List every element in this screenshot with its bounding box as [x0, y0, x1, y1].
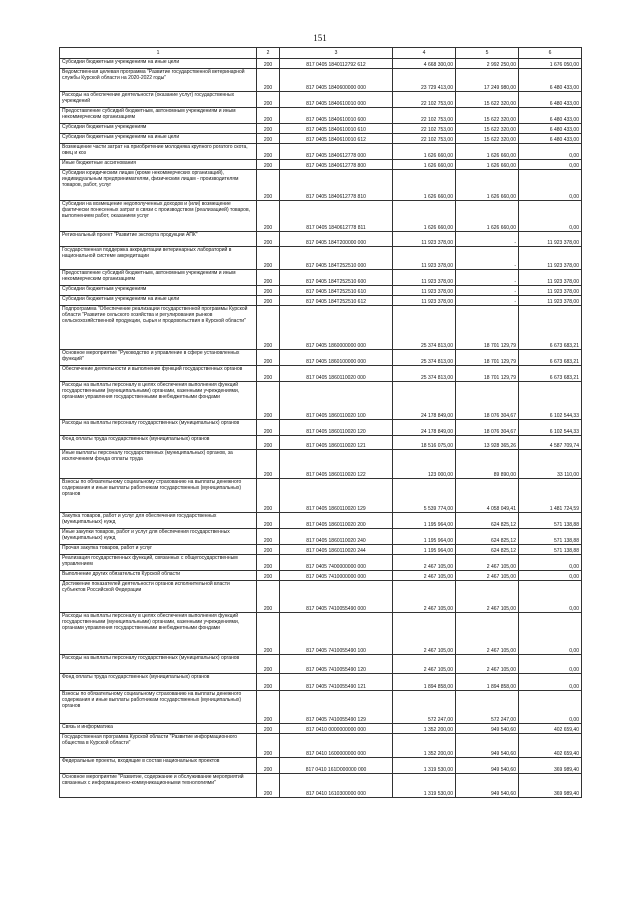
- row-group: 200: [257, 92, 280, 108]
- row-name: Предоставление субсидий бюджетным, автономным учреждениям и иным некоммерческим организациям: [60, 270, 257, 286]
- row-amount-plan: 1 319 530,00: [393, 774, 456, 798]
- row-amount-plan: 1 626 660,00: [393, 144, 456, 160]
- row-amount-remaining: 0,00: [519, 144, 582, 160]
- column-header-5: 5: [456, 48, 519, 59]
- row-code: 817 0405 1840112792 612: [280, 59, 393, 69]
- table-row: [60, 436, 582, 450]
- row-amount-remaining: 0,00: [519, 160, 582, 170]
- row-name: Субсидии бюджетным учреждениям на иные цели: [60, 134, 257, 144]
- row-amount-executed: 18 701 129,79: [456, 350, 519, 366]
- row-code: 817 0405 7410055490 100: [280, 613, 393, 655]
- row-amount-plan: 1 626 660,00: [393, 160, 456, 170]
- row-code: 817 0405 7410000000 000: [280, 571, 393, 581]
- row-amount-plan: 1 894 858,00: [393, 674, 456, 691]
- row-amount-remaining: 6 673 683,21: [519, 350, 582, 366]
- table-row: [60, 555, 582, 571]
- row-name: Расходы на обеспечение деятельности (оказание услуг) государственных учреждений: [60, 92, 257, 108]
- table-row: [60, 296, 582, 306]
- page-number: 151: [313, 33, 327, 43]
- row-group: 200: [257, 170, 280, 201]
- row-group: 200: [257, 286, 280, 296]
- row-amount-executed: -: [456, 232, 519, 247]
- row-code: 817 0405 7410055490 000: [280, 581, 393, 613]
- row-group: 200: [257, 724, 280, 734]
- row-group: 200: [257, 479, 280, 513]
- row-name: Фонд оплаты труда государственных (муниципальных) органов: [60, 436, 257, 450]
- table-row: [60, 286, 582, 296]
- table-row: [60, 108, 582, 124]
- row-code: 817 0405 1860100000 000: [280, 350, 393, 366]
- row-code: 817 0410 1600000000 000: [280, 734, 393, 758]
- row-name: Иные бюджетные ассигнования: [60, 160, 257, 170]
- row-amount-plan: 2 467 105,00: [393, 555, 456, 571]
- table-row: [60, 134, 582, 144]
- row-name: Реализация государственных функций, связанных с общегосударственным управлением: [60, 555, 257, 571]
- table-row: [60, 529, 582, 545]
- row-code: 817 0405 1840610010 610: [280, 124, 393, 134]
- column-header-2: 2: [257, 48, 280, 59]
- row-amount-plan: 11 923 378,00: [393, 247, 456, 270]
- row-name: Обеспечение деятельности и выполнение функций государственных органов: [60, 366, 257, 382]
- row-amount-plan: 22 102 753,00: [393, 134, 456, 144]
- row-amount-remaining: 0,00: [519, 571, 582, 581]
- row-group: 200: [257, 555, 280, 571]
- row-code: 817 0405 1840610010 600: [280, 108, 393, 124]
- row-amount-executed: -: [456, 247, 519, 270]
- row-amount-executed: 949 540,60: [456, 724, 519, 734]
- row-group: 200: [257, 296, 280, 306]
- row-code: 817 0405 1860110020 244: [280, 545, 393, 555]
- row-amount-plan: 1 319 530,00: [393, 758, 456, 774]
- row-group: 200: [257, 144, 280, 160]
- row-amount-plan: 1 195 964,00: [393, 513, 456, 529]
- row-code: 817 0410 161D000000 000: [280, 758, 393, 774]
- row-amount-executed: 572 247,00: [456, 691, 519, 724]
- row-amount-remaining: 6 480 433,00: [519, 108, 582, 124]
- row-amount-executed: 4 058 049,41: [456, 479, 519, 513]
- table-row: [60, 144, 582, 160]
- row-amount-remaining: 369 989,40: [519, 774, 582, 798]
- row-code: 817 0405 1840612778 800: [280, 160, 393, 170]
- row-code: 817 0405 184T252510 610: [280, 286, 393, 296]
- row-amount-executed: 624 825,12: [456, 545, 519, 555]
- row-amount-executed: 2 467 105,00: [456, 655, 519, 674]
- row-code: 817 0405 1840610010 612: [280, 134, 393, 144]
- row-group: 200: [257, 734, 280, 758]
- table-row: [60, 306, 582, 350]
- row-amount-remaining: 369 989,40: [519, 758, 582, 774]
- table-row: [60, 69, 582, 92]
- table-row: [60, 92, 582, 108]
- row-amount-plan: 1 352 200,00: [393, 734, 456, 758]
- row-group: 200: [257, 134, 280, 144]
- row-amount-remaining: 0,00: [519, 674, 582, 691]
- table-row: [60, 382, 582, 420]
- row-amount-plan: 22 102 753,00: [393, 92, 456, 108]
- row-group: 200: [257, 774, 280, 798]
- row-amount-executed: 15 622 320,00: [456, 108, 519, 124]
- row-amount-executed: 15 622 320,00: [456, 134, 519, 144]
- row-code: 817 0405 1860000000 000: [280, 306, 393, 350]
- row-amount-remaining: 402 659,40: [519, 724, 582, 734]
- row-amount-remaining: 0,00: [519, 613, 582, 655]
- row-name: Предоставление субсидий бюджетным, автономным учреждениям и иным некоммерческим организациям: [60, 108, 257, 124]
- row-amount-remaining: 0,00: [519, 655, 582, 674]
- table-row: [60, 691, 582, 724]
- row-amount-plan: 1 195 964,00: [393, 545, 456, 555]
- row-name: Субсидии бюджетным учреждениям на иные цели: [60, 59, 257, 69]
- table-header-row: [60, 48, 582, 59]
- row-amount-plan: 2 467 105,00: [393, 613, 456, 655]
- row-code: 817 0405 1840612778 811: [280, 201, 393, 232]
- column-header-4: 4: [393, 48, 456, 59]
- row-code: 817 0410 0000000000 000: [280, 724, 393, 734]
- row-amount-plan: 23 729 413,00: [393, 69, 456, 92]
- table-row: [60, 479, 582, 513]
- row-group: 200: [257, 545, 280, 555]
- row-code: 817 0405 184T200000 000: [280, 232, 393, 247]
- row-code: 817 0405 1860110020 200: [280, 513, 393, 529]
- row-code: 817 0405 1860110020 121: [280, 436, 393, 450]
- table-row: [60, 232, 582, 247]
- row-group: 200: [257, 201, 280, 232]
- table-row: [60, 450, 582, 479]
- row-amount-executed: 89 890,00: [456, 450, 519, 479]
- table-row: [60, 724, 582, 734]
- row-amount-executed: 624 825,12: [456, 529, 519, 545]
- row-name: Субсидии бюджетным учреждениям: [60, 286, 257, 296]
- row-amount-plan: 11 923 378,00: [393, 232, 456, 247]
- row-amount-executed: 17 249 980,00: [456, 69, 519, 92]
- row-name: Иные закупки товаров, работ и услуг для обеспечения государственных (муниципальных) нужд: [60, 529, 257, 545]
- row-name: Иные выплаты персоналу государственных (муниципальных) органов, за исключением фонда оплаты труда: [60, 450, 257, 479]
- row-group: 200: [257, 124, 280, 134]
- row-amount-executed: -: [456, 270, 519, 286]
- row-amount-executed: 18 701 129,79: [456, 306, 519, 350]
- row-code: 817 0405 7410055490 120: [280, 655, 393, 674]
- row-group: 200: [257, 160, 280, 170]
- row-amount-remaining: 11 923 378,00: [519, 296, 582, 306]
- table-row: [60, 59, 582, 69]
- row-amount-remaining: 0,00: [519, 581, 582, 613]
- row-amount-remaining: 4 587 709,74: [519, 436, 582, 450]
- row-amount-remaining: 6 102 544,33: [519, 420, 582, 436]
- row-amount-plan: 1 352 200,00: [393, 724, 456, 734]
- table-row: [60, 366, 582, 382]
- row-name: Субсидии юридическим лицам (кроме некоммерческих организаций), индивидуальным предпринимателям, физическим лицам - производителям товаров, работ, услуг: [60, 170, 257, 201]
- row-amount-plan: 25 374 813,00: [393, 306, 456, 350]
- row-amount-executed: 624 825,12: [456, 513, 519, 529]
- row-code: 817 0405 1840612778 000: [280, 144, 393, 160]
- row-amount-remaining: 6 102 544,33: [519, 382, 582, 420]
- row-amount-remaining: 571 138,88: [519, 529, 582, 545]
- row-amount-plan: 22 102 753,00: [393, 108, 456, 124]
- row-code: 817 0405 1860110020 100: [280, 382, 393, 420]
- row-name: Взносы по обязательному социальному страхованию на выплаты денежного содержания и иные выплаты работникам государственных (муниципальных) органов: [60, 691, 257, 724]
- table-row: [60, 201, 582, 232]
- row-amount-plan: 24 178 849,00: [393, 420, 456, 436]
- row-name: Выполнение других обязательств Курской области: [60, 571, 257, 581]
- row-name: Региональный проект "Развитие экспорта продукции АПК": [60, 232, 257, 247]
- row-group: 200: [257, 69, 280, 92]
- row-amount-plan: 1 626 660,00: [393, 170, 456, 201]
- row-amount-executed: 949 540,60: [456, 734, 519, 758]
- row-code: 817 0405 1840610010 000: [280, 92, 393, 108]
- row-amount-executed: -: [456, 286, 519, 296]
- row-amount-executed: 1 626 660,00: [456, 201, 519, 232]
- row-amount-plan: 572 247,00: [393, 691, 456, 724]
- row-amount-executed: 1 894 858,00: [456, 674, 519, 691]
- row-amount-executed: 15 622 320,00: [456, 124, 519, 134]
- row-group: 200: [257, 571, 280, 581]
- row-group: 200: [257, 513, 280, 529]
- row-amount-executed: 18 076 304,67: [456, 382, 519, 420]
- row-amount-plan: 25 374 813,00: [393, 350, 456, 366]
- table-row: [60, 774, 582, 798]
- row-group: 200: [257, 529, 280, 545]
- row-group: 200: [257, 232, 280, 247]
- row-name: Возмещение части затрат на приобретение молодняка крупного рогатого скота, овец и коз: [60, 144, 257, 160]
- row-code: 817 0405 1860110020 122: [280, 450, 393, 479]
- row-name: Закупка товаров, работ и услуг для обеспечения государственных (муниципальных) нужд: [60, 513, 257, 529]
- row-name: Субсидии бюджетным учреждениям на иные цели: [60, 296, 257, 306]
- row-group: 200: [257, 382, 280, 420]
- row-amount-remaining: 1 481 724,59: [519, 479, 582, 513]
- row-name: Основное мероприятие "Руководство и управление в сфере установленных функций": [60, 350, 257, 366]
- table-row: [60, 170, 582, 201]
- budget-table: [59, 47, 582, 798]
- row-amount-plan: 24 178 849,00: [393, 382, 456, 420]
- row-group: 200: [257, 247, 280, 270]
- row-name: Основное мероприятие "Развитие, содержание и обслуживание мероприятий связанных с информационно-коммуникационными технологиями": [60, 774, 257, 798]
- column-header-1: 1: [60, 48, 257, 59]
- row-group: 200: [257, 758, 280, 774]
- row-amount-executed: 18 701 129,79: [456, 366, 519, 382]
- row-group: 200: [257, 306, 280, 350]
- row-amount-plan: 123 000,00: [393, 450, 456, 479]
- row-amount-plan: 1 626 660,00: [393, 201, 456, 232]
- row-code: 817 0405 184T252510 612: [280, 296, 393, 306]
- table-row: [60, 350, 582, 366]
- row-name: Ведомственная целевая программа "Развитие государственной ветеринарной службы Курской области на 2020-2022 годы": [60, 69, 257, 92]
- row-amount-plan: 2 467 105,00: [393, 581, 456, 613]
- table-row: [60, 160, 582, 170]
- row-amount-executed: -: [456, 296, 519, 306]
- row-amount-plan: 11 923 378,00: [393, 296, 456, 306]
- table-row: [60, 734, 582, 758]
- row-code: 817 0405 1860110020 120: [280, 420, 393, 436]
- row-amount-remaining: 571 138,88: [519, 513, 582, 529]
- row-amount-executed: 1 626 660,00: [456, 144, 519, 160]
- row-amount-remaining: 6 480 433,00: [519, 124, 582, 134]
- row-group: 200: [257, 613, 280, 655]
- table-row: [60, 545, 582, 555]
- table-row: [60, 270, 582, 286]
- row-amount-remaining: 6 673 683,21: [519, 366, 582, 382]
- row-amount-executed: 13 928 365,26: [456, 436, 519, 450]
- row-name: Взносы по обязательному социальному страхованию на выплаты денежного содержания и иные выплаты работникам государственных (муниципальных) органов: [60, 479, 257, 513]
- row-name: Прочая закупка товаров, работ и услуг: [60, 545, 257, 555]
- row-amount-remaining: 11 923 378,00: [519, 270, 582, 286]
- table-row: [60, 758, 582, 774]
- row-amount-plan: 1 195 964,00: [393, 529, 456, 545]
- row-name: Федеральные проекты, входящие в состав национальных проектов: [60, 758, 257, 774]
- row-name: Субсидии бюджетным учреждениям: [60, 124, 257, 134]
- table-row: [60, 655, 582, 674]
- row-name: Связь и информатика: [60, 724, 257, 734]
- row-amount-plan: 22 102 753,00: [393, 124, 456, 134]
- row-amount-executed: 949 540,60: [456, 758, 519, 774]
- row-name: Расходы на выплаты персоналу в целях обеспечения выполнения функций государственными (муниципальными) органами, казенными учреждениями, органами управления государственными внебюджетными фондами: [60, 382, 257, 420]
- row-name: Подпрограмма "Обеспечение реализации государственной программы Курской области "Развитие сельского хозяйства и регулирования рынков сельскохозяйственной продукции, сырья и продовольствия в Курской области": [60, 306, 257, 350]
- row-amount-executed: 18 076 304,67: [456, 420, 519, 436]
- row-amount-plan: 5 539 774,00: [393, 479, 456, 513]
- table-row: [60, 613, 582, 655]
- row-code: 817 0405 7410055490 121: [280, 674, 393, 691]
- row-group: 200: [257, 450, 280, 479]
- row-code: 817 0405 7410055490 129: [280, 691, 393, 724]
- table-body: [60, 59, 582, 798]
- row-code: 817 0405 1860110020 240: [280, 529, 393, 545]
- row-group: 200: [257, 270, 280, 286]
- row-name: Расходы на выплаты персоналу государственных (муниципальных) органов: [60, 420, 257, 436]
- row-amount-remaining: 6 480 433,00: [519, 92, 582, 108]
- row-code: 817 0405 1840600000 000: [280, 69, 393, 92]
- row-amount-remaining: 11 923 378,00: [519, 232, 582, 247]
- table-row: [60, 420, 582, 436]
- row-code: 817 0410 1610300000 000: [280, 774, 393, 798]
- row-code: 817 0405 1860110020 000: [280, 366, 393, 382]
- row-amount-executed: 1 626 660,00: [456, 160, 519, 170]
- row-amount-remaining: 0,00: [519, 170, 582, 201]
- row-group: 200: [257, 674, 280, 691]
- row-amount-executed: 2 467 105,00: [456, 555, 519, 571]
- row-amount-executed: 2 467 105,00: [456, 581, 519, 613]
- table-row: [60, 513, 582, 529]
- row-code: 817 0405 7400000000 000: [280, 555, 393, 571]
- row-amount-plan: 4 668 300,00: [393, 59, 456, 69]
- row-amount-executed: 1 626 660,00: [456, 170, 519, 201]
- row-amount-executed: 2 992 250,00: [456, 59, 519, 69]
- row-group: 200: [257, 655, 280, 674]
- table-row: [60, 571, 582, 581]
- table-row: [60, 247, 582, 270]
- table-row: [60, 124, 582, 134]
- row-group: 200: [257, 108, 280, 124]
- row-amount-plan: 11 923 378,00: [393, 270, 456, 286]
- row-name: Расходы на выплаты персоналу государственных (муниципальных) органов: [60, 655, 257, 674]
- row-amount-remaining: 0,00: [519, 691, 582, 724]
- row-group: 200: [257, 350, 280, 366]
- row-group: 200: [257, 436, 280, 450]
- row-code: 817 0405 1840612778 810: [280, 170, 393, 201]
- row-amount-remaining: 11 923 378,00: [519, 247, 582, 270]
- row-group: 200: [257, 581, 280, 613]
- row-code: 817 0405 184T252510 000: [280, 247, 393, 270]
- row-amount-remaining: 6 673 683,21: [519, 306, 582, 350]
- row-amount-remaining: 402 659,40: [519, 734, 582, 758]
- column-header-6: 6: [519, 48, 582, 59]
- row-amount-remaining: 33 110,00: [519, 450, 582, 479]
- row-code: 817 0405 184T252510 600: [280, 270, 393, 286]
- row-name: Государственная поддержка аккредитации ветеринарных лабораторий в национальной системе аккредитации: [60, 247, 257, 270]
- table-row: [60, 674, 582, 691]
- row-name: Фонд оплаты труда государственных (муниципальных) органов: [60, 674, 257, 691]
- row-amount-remaining: 0,00: [519, 201, 582, 232]
- row-amount-executed: 15 622 320,00: [456, 92, 519, 108]
- row-amount-remaining: 1 676 050,00: [519, 59, 582, 69]
- row-group: 200: [257, 420, 280, 436]
- row-amount-executed: 2 467 105,00: [456, 613, 519, 655]
- row-amount-executed: 2 467 105,00: [456, 571, 519, 581]
- table-row: [60, 581, 582, 613]
- row-amount-plan: 2 467 105,00: [393, 655, 456, 674]
- row-group: 200: [257, 366, 280, 382]
- row-amount-remaining: 6 480 433,00: [519, 134, 582, 144]
- row-name: Достижение показателей деятельности органов исполнительной власти субъектов Российской Федерации: [60, 581, 257, 613]
- row-amount-executed: 949 540,60: [456, 774, 519, 798]
- row-group: 200: [257, 59, 280, 69]
- row-name: Государственная программа Курской области "Развитие информационного общества в Курской области": [60, 734, 257, 758]
- row-group: 200: [257, 691, 280, 724]
- row-name: Субсидии на возмещение недополученных доходов и (или) возмещение фактически понесенных затрат в связи с производством (реализацией) товаров, выполнением работ, оказанием услуг: [60, 201, 257, 232]
- row-code: 817 0405 1860110020 129: [280, 479, 393, 513]
- row-amount-remaining: 11 923 378,00: [519, 286, 582, 296]
- column-header-3: 3: [280, 48, 393, 59]
- row-amount-remaining: 0,00: [519, 555, 582, 571]
- row-amount-remaining: 571 138,88: [519, 545, 582, 555]
- row-name: Расходы на выплаты персоналу в целях обеспечения выполнения функций государственными (муниципальными) органами, казенными учреждениями, органами управления государственными внебюджетными фондами: [60, 613, 257, 655]
- row-amount-plan: 11 923 378,00: [393, 286, 456, 296]
- row-amount-plan: 25 374 813,00: [393, 366, 456, 382]
- row-amount-remaining: 6 480 433,00: [519, 69, 582, 92]
- row-amount-plan: 2 467 105,00: [393, 571, 456, 581]
- row-amount-plan: 18 516 075,00: [393, 436, 456, 450]
